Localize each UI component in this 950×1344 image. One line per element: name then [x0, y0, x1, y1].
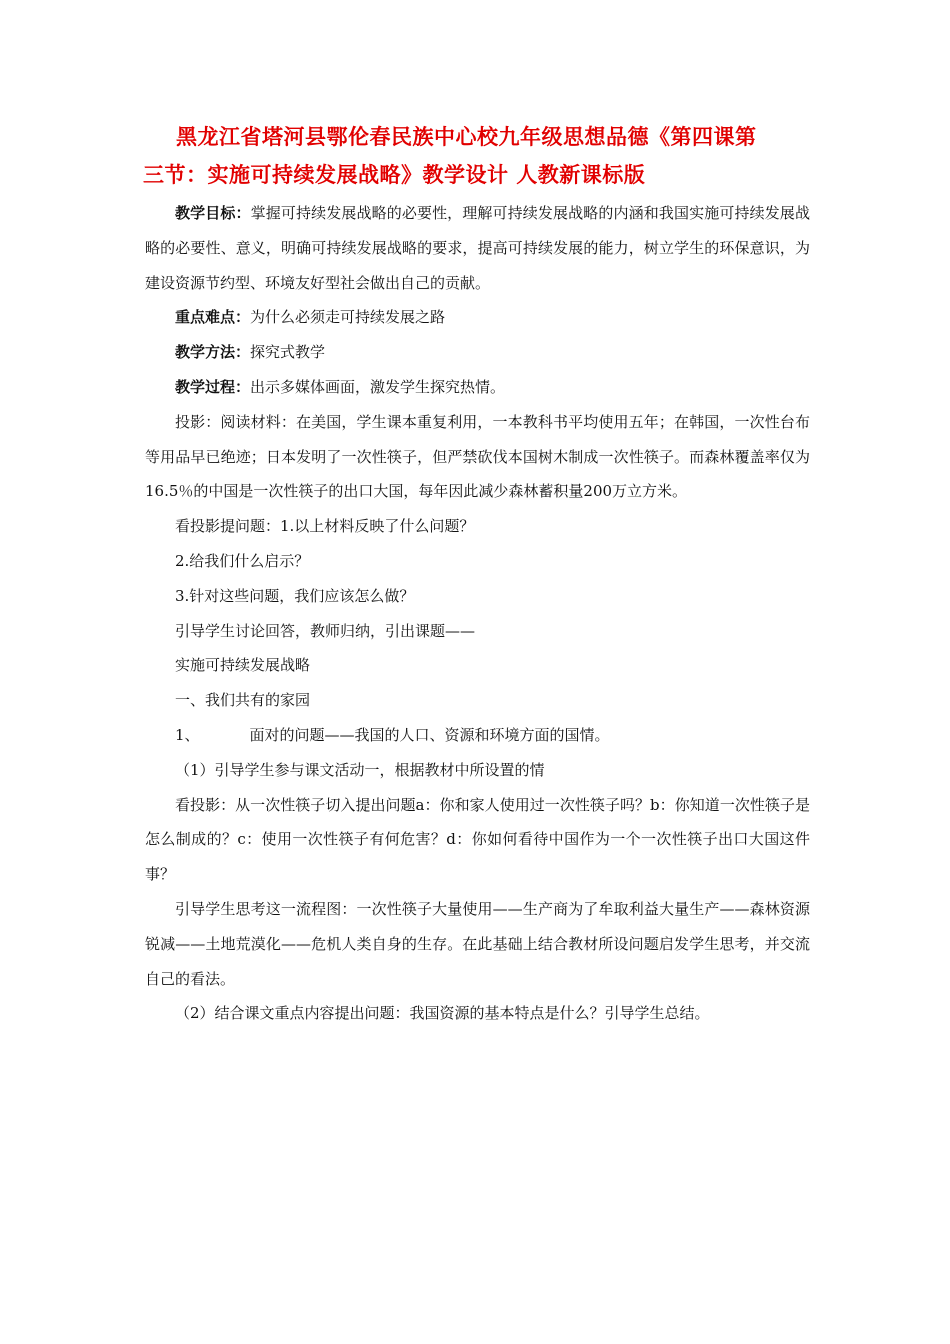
question-2: 2.给我们什么启示？ [175, 551, 310, 570]
objectives-paragraph [145, 196, 810, 300]
flowchart-paragraph: 引导学生思考这一流程图：一次性筷子大量使用——生产商为了牟取利益大量生产——森林资源锐减——土地荒漠化——危机人类自身的生存。在此基础上结合教材所设问题启发学生思考，并交流自己的看法。 [145, 899, 810, 988]
document-body [145, 196, 810, 1031]
method-text: 探究式教学 [250, 343, 326, 362]
topic-paragraph: 实施可持续发展战略 [175, 656, 311, 675]
process-paragraph [145, 370, 810, 405]
sub-item-1-paragraph: （1）引导学生参与课文活动一，根据教材中所设置的情 [175, 760, 545, 779]
title-line-2: 三节：实施可持续发展战略》教学设计 人教新课标版 [143, 163, 646, 187]
item-1-paragraph [145, 718, 810, 753]
key-points-paragraph [145, 300, 810, 335]
question-1: 看投影提问题：1.以上材料反映了什么问题？ [175, 517, 475, 536]
process-text: 出示多媒体画面，激发学生探究热情。 [250, 377, 506, 396]
method-paragraph [145, 335, 810, 370]
section-one-heading: 一、我们共有的家园 [175, 691, 311, 710]
method-label: 教学方法： [175, 343, 251, 362]
objectives-label: 教学目标： [175, 204, 251, 222]
item-1-number: 1、 [175, 725, 200, 744]
projection-questions-paragraph: 看投影：从一次性筷子切入提出问题a：你和家人使用过一次性筷子吗？b：你知道一次性筷子是怎么制成的？c：使用一次性筷子有何危害？d：你如何看待中国作为一个一次性筷子出口大国这件事？ [145, 795, 810, 884]
process-label: 教学过程： [175, 377, 251, 396]
title-line-1: 黑龙江省塔河县鄂伦春民族中心校九年级思想品德《第四课第 [176, 125, 757, 149]
document-title [143, 118, 816, 194]
objectives-text: 掌握可持续发展战略的必要性，理解可持续发展战略的内涵和我国实施可持续发展战略的必要性、意义，明确可持续发展战略的要求，提高可持续发展的能力，树立学生的环保意识，为建设资源节约型、环境友好型社会做出自己的贡献。 [145, 204, 810, 292]
question-3: 3.针对这些问题，我们应该怎么做？ [175, 586, 415, 605]
projection-material-paragraph: 投影：阅读材料：在美国，学生课本重复利用，一本教科书平均使用五年；在韩国，一次性台布等用品早已绝迹；日本发明了一次性筷子，但严禁砍伐本国树木制成一次性筷子。而森林覆盖率仅为16.5％的中国是一次性筷子的出口大国，每年因此减少森林蓄积量200万立方米。 [145, 412, 810, 501]
item-1-text: 面对的问题——我国的人口、资源和环境方面的国情。 [249, 725, 610, 744]
sub-item-2-paragraph: （2）结合课文重点内容提出问题：我国资源的基本特点是什么？引导学生总结。 [175, 1004, 710, 1023]
guide-discussion-paragraph: 引导学生讨论回答，教师归纳，引出课题—— [175, 621, 476, 640]
key-points-text: 为什么必须走可持续发展之路 [250, 308, 446, 327]
key-points-label: 重点难点： [175, 308, 251, 327]
